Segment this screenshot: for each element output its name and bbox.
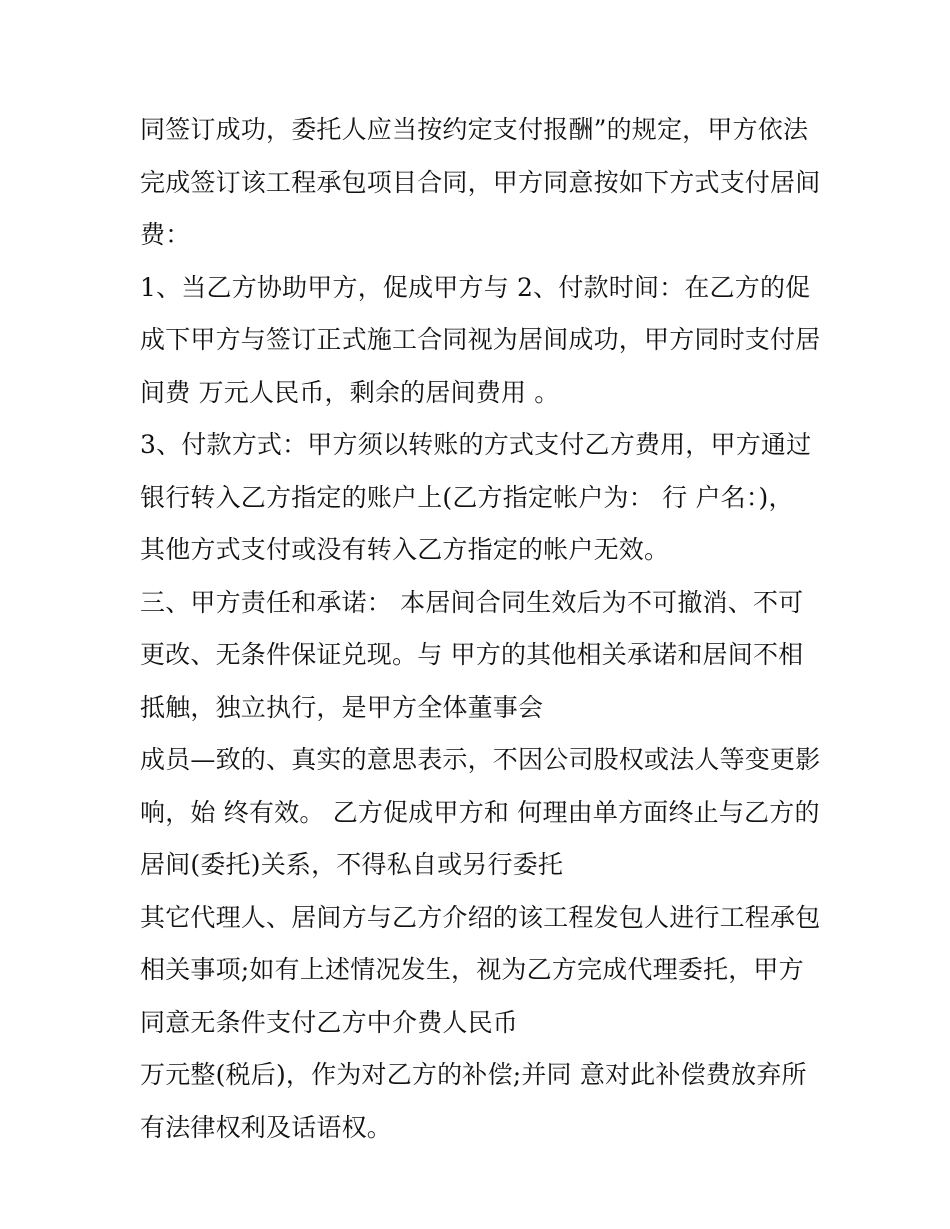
text-line: 抵触，独立执行，是甲方全体董事会 (140, 692, 544, 722)
text-line: 成下甲方与签订正式施工合同视为居间成功，甲方同时支付居 (140, 325, 821, 354)
text-line: 居间(委托)关系，不得私自或另行委托 (140, 850, 564, 879)
text-line: 完成签订该工程承包项目合同，甲方同意按如下方式支付居间 (140, 167, 821, 197)
text-line: 成员—致的、真实的意思表示，不因公司股权或法人等变更影 (140, 745, 821, 774)
text-line: 同意无条件支付乙方中介费人民币 (140, 1007, 519, 1037)
text-line: 银行转入乙方指定的账户上(乙方指定帐户为： 行 户名：)， (140, 482, 794, 512)
text-line: 其他方式支付或没有转入乙方指定的帐户无效。 (140, 535, 670, 564)
text-line: 万元整(税后)，作为对乙方的补偿;并同 意对此补偿费放弃所 (140, 1060, 807, 1089)
text-line: 更改、无条件保证兑现。与 甲方的其他相关承诺和居间不相 (140, 640, 804, 669)
text-line: 有法律权利及话语权。 (140, 1112, 393, 1142)
document-body (140, 104, 830, 1154)
text-line: 1、当乙方协助甲方，促成甲方与 2、付款时间：在乙方的促 (140, 272, 811, 302)
text-line: 三、甲方责任和承诺： 本居间合同生效后为不可撤消、不可 (140, 587, 804, 617)
text-line: 3、付款方式：甲方须以转账的方式支付乙方费用，甲方通过 (140, 430, 812, 459)
text-line: 相关事项;如有上述情况发生，视为乙方完成代理委托，甲方 (140, 955, 804, 984)
text-line: 费： (140, 220, 191, 249)
text-line: 间费 万元人民币，剩余的居间费用 。 (140, 377, 560, 407)
text-line: 其它代理人、居间方与乙方介绍的该工程发包人进行工程承包 (140, 902, 821, 932)
text-line: 响，始 终有效。 乙方促成甲方和 何理由单方面终止与乙方的 (140, 797, 820, 827)
text-line: 同签订成功，委托人应当按约定支付报酬”的规定，甲方依法 (140, 115, 809, 144)
